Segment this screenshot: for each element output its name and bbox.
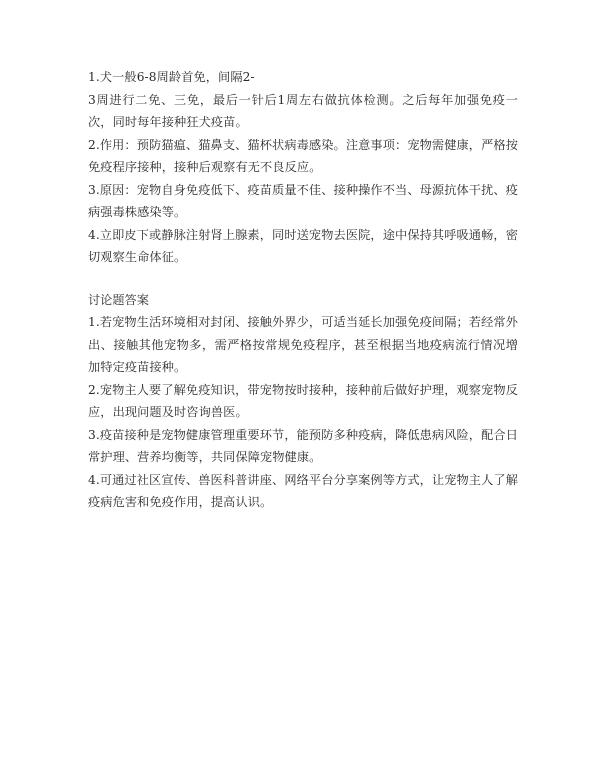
answer-paragraph: 4.立即皮下或静脉注射肾上腺素，同时送宠物去医院，途中保持其呼吸通畅，密切观察生命体征。 bbox=[88, 227, 518, 264]
discussion-paragraph: 2.宠物主人要了解免疫知识，带宠物按时接种，接种前后做好护理，观察宠物反应，出现问题及时咨询兽医。 bbox=[88, 382, 518, 419]
section-spacer bbox=[88, 269, 518, 289]
discussion-paragraph: 3.疫苗接种是宠物健康管理重要环节，能预防多种疫病，降低患病风险，配合日常护理、营养均衡等，共同保障宠物健康。 bbox=[88, 427, 518, 464]
answer-paragraph: 1.犬一般6-8周龄首免，间隔2- bbox=[88, 70, 255, 84]
discussion-paragraph: 4.可通过社区宣传、兽医科普讲座、网络平台分享案例等方式，让宠物主人了解疫病危害和免疫作用，提高认识。 bbox=[88, 472, 518, 509]
answer-paragraph: 3.原因：宠物自身免疫低下、疫苗质量不佳、接种操作不当、母源抗体干扰、疫病强毒株感染等。 bbox=[88, 182, 518, 219]
discussion-paragraph: 1.若宠物生活环境相对封闭、接触外界少，可适当延长加强免疫间隔；若经常外出、接触其他宠物多，需严格按常规免疫程序，甚至根据当地疫病流行情况增加特定疫苗接种。 bbox=[88, 315, 518, 374]
discussion-heading: 讨论题答案 bbox=[88, 292, 149, 307]
document-content bbox=[88, 66, 518, 514]
answer-paragraph: 3周进行二免、三免，最后一针后1周左右做抗体检测。之后每年加强免疫一次，同时每年接种狂犬疫苗。 bbox=[88, 92, 518, 129]
answer-paragraph: 2.作用：预防猫瘟、猫鼻支、猫杯状病毒感染。注意事项：宠物需健康，严格按免疫程序接种，接种后观察有无不良反应。 bbox=[88, 137, 518, 174]
